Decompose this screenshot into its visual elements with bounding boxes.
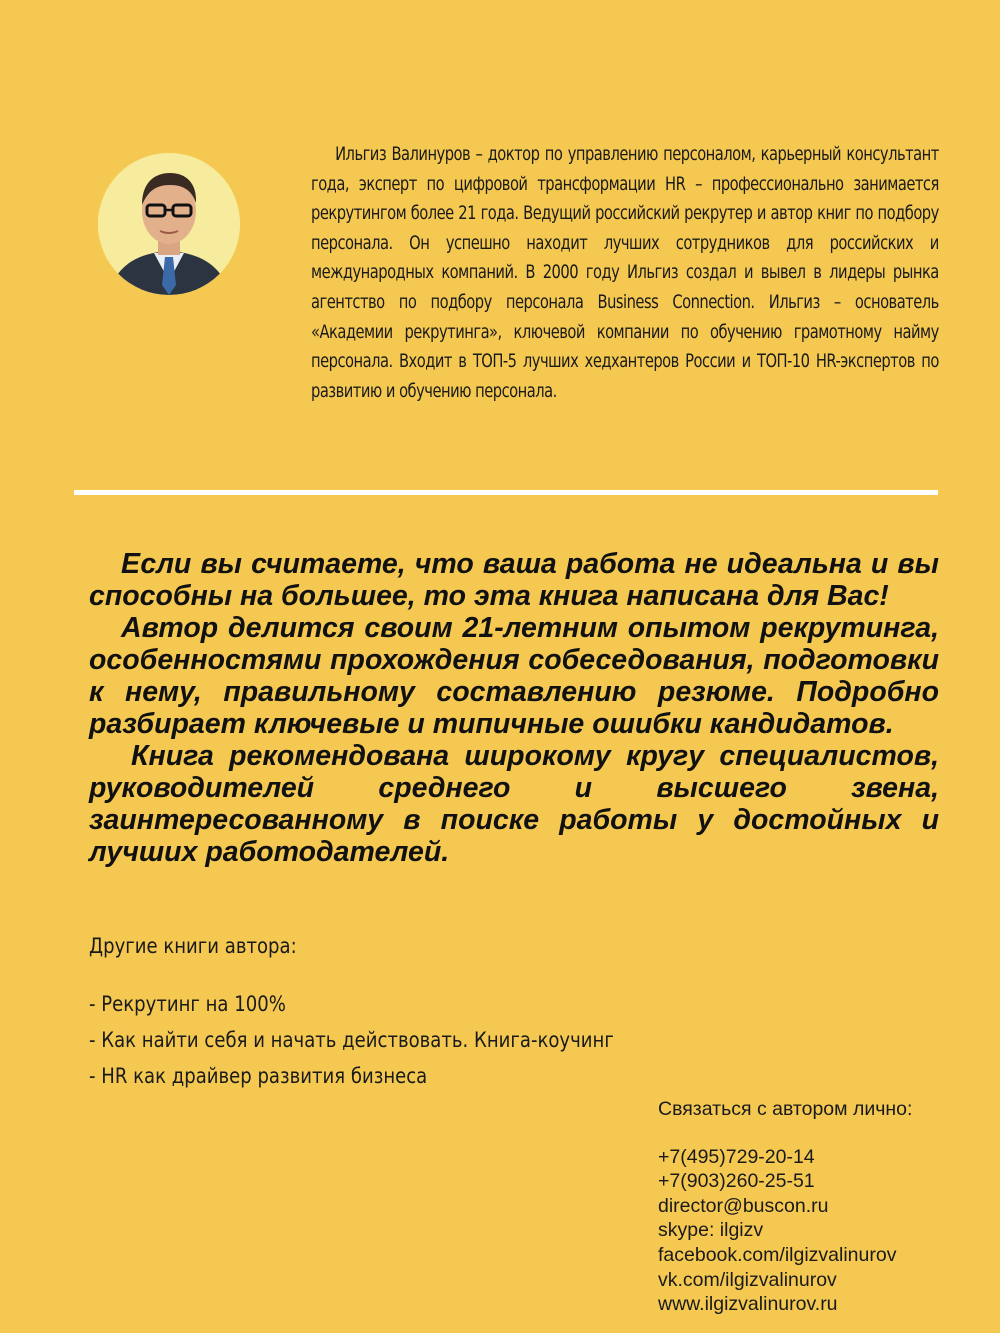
contact-phone-2: +7(903)260-25-51 bbox=[658, 1170, 815, 1193]
contact-phone-1: +7(495)729-20-14 bbox=[658, 1145, 815, 1168]
promo-paragraph-3: Книга рекомендована широкому кругу специалистов, руководителей среднего и высшего звена, заинтересованному в поиске работы у достойных и лучших работодателей. bbox=[89, 740, 939, 868]
author-portrait-icon bbox=[98, 153, 240, 295]
contact-skype: skype: ilgizv bbox=[658, 1219, 764, 1242]
promo-paragraph-1: Если вы считаете, что ваша работа не идеальна и вы способны на большее, то эта книга написана для Вас! bbox=[89, 548, 939, 612]
promo-paragraph-2: Автор делится своим 21-летним опытом рекрутинга, особенностями прохождения собеседования, подготовки к нему, правильному составлению резюме. Подробно разбирает ключевые и типичные ошибки кандидатов. bbox=[89, 612, 939, 740]
book-item: - Как найти себя и начать действовать. Книга-коучинг bbox=[89, 1028, 614, 1052]
other-books bbox=[89, 928, 614, 1094]
book-item: - Рекрутинг на 100% bbox=[89, 992, 286, 1016]
contacts-title: Связаться с автором лично: bbox=[658, 1098, 913, 1120]
contact-facebook: facebook.com/ilgizvalinurov bbox=[658, 1243, 897, 1266]
author-contacts bbox=[658, 1097, 912, 1317]
contact-vk: vk.com/ilgizvalinurov bbox=[658, 1268, 837, 1291]
book-promo bbox=[89, 548, 939, 868]
book-item: - HR как драйвер развития бизнеса bbox=[89, 1064, 428, 1088]
author-photo bbox=[98, 153, 240, 295]
contact-email: director@buscon.ru bbox=[658, 1194, 829, 1217]
author-bio: Ильгиз Валинуров – доктор по управлению персоналом, карьерный консультант года, эксперт по цифровой трансформации HR – профессионально занимается рекрутингом более 21 года. Ведущий российский рекрутер и автор книг по подбору персонала. Он успешно находит лучших сотрудников для российских и международных компаний. В 2000 году Ильгиз создал и вывел в лидеры рынка агентство по подбору персонала Business Connection. Ильгиз – основатель «Академии рекрутинга», ключевой компании по обучению грамотному найму персонала. Входит в ТОП-5 лучших хедхантеров России и ТОП-10 HR-экспертов по развитию и обучению персонала. bbox=[311, 143, 939, 402]
section-divider bbox=[74, 490, 938, 495]
contact-website: www.ilgizvalinurov.ru bbox=[658, 1293, 838, 1316]
other-books-heading: Другие книги автора: bbox=[89, 934, 297, 958]
